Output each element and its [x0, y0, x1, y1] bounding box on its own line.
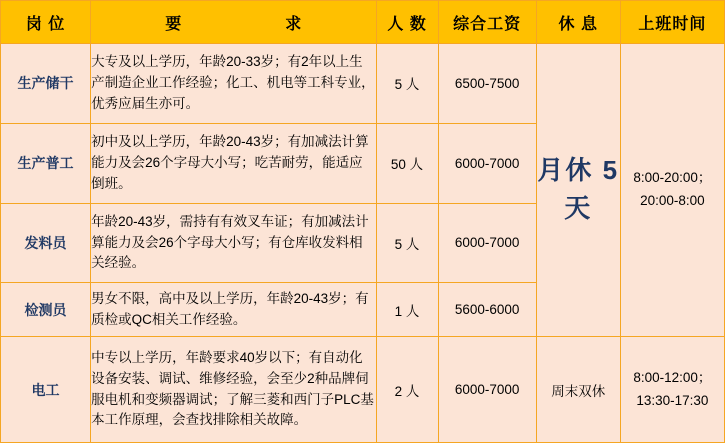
cell-post: 发料员 — [1, 203, 91, 283]
cell-requirement: 中专以上学历，年龄要求40岁以下；有自动化设备安装、调试、维修经验，会至少2种品牌伺服电机和变频器调试；了解三菱和西门子PLC基本工作原理，会查找排除相关故障。 — [91, 337, 376, 443]
column-header-count: 人 数 — [376, 1, 438, 44]
cell-count: 2 人 — [376, 337, 438, 443]
table-body — [1, 44, 725, 443]
worktime-line-2: 13:30-17:30 — [636, 392, 709, 408]
worktime-line-2: 20:00-8:00 — [640, 193, 705, 208]
cell-worktime-merged — [620, 44, 724, 337]
cell-count: 5 人 — [376, 203, 438, 283]
cell-post: 生产普工 — [1, 123, 91, 203]
cell-post: 电工 — [1, 337, 91, 443]
cell-wage: 6500-7500 — [438, 44, 536, 124]
cell-requirement: 年龄20-43岁，需持有有效叉车证；有加减法计算能力及会26个字母大小写；有仓库收发料相关经验。 — [91, 203, 376, 283]
column-header-worktime: 上班时间 — [620, 1, 724, 44]
cell-wage: 6000-7000 — [438, 337, 536, 443]
column-header-post: 岗 位 — [1, 1, 91, 44]
cell-requirement: 男女不限，高中及以上学历，年龄20-43岁；有质检或QC相关工作经验。 — [91, 283, 376, 337]
cell-post: 检测员 — [1, 283, 91, 337]
cell-rest: 周末双休 — [536, 337, 620, 443]
header-row — [1, 1, 725, 44]
cell-count: 50 人 — [376, 123, 438, 203]
cell-wage: 6000-7000 — [438, 203, 536, 283]
cell-requirement: 初中及以上学历，年龄20-43岁；有加减法计算能力及会26个字母大小写；吃苦耐劳，能适应倒班。 — [91, 123, 376, 203]
cell-wage: 5600-6000 — [438, 283, 536, 337]
table-header — [1, 1, 725, 44]
table-row — [1, 44, 725, 124]
cell-requirement: 大专及以上学历，年龄20-33岁；有2年以上生产制造企业工作经验；化工、机电等工科专业，优秀应届生亦可。 — [91, 44, 376, 124]
cell-post: 生产储干 — [1, 44, 91, 124]
cell-rest-merged — [536, 44, 620, 337]
column-header-wage: 综合工资 — [438, 1, 536, 44]
cell-wage: 6000-7000 — [438, 123, 536, 203]
worktime-line-1: 8:00-12:00； — [633, 369, 712, 385]
cell-worktime — [620, 337, 724, 443]
rest-line-1: 月休 — [537, 155, 594, 186]
table-row — [1, 337, 725, 443]
cell-count: 5 人 — [376, 44, 438, 124]
cell-count: 1 人 — [376, 283, 438, 337]
rest-line-2: 5天 — [564, 155, 620, 223]
column-header-rest: 休 息 — [536, 1, 620, 44]
column-header-requirement: 要 求 — [91, 1, 376, 44]
worktime-line-1: 8:00-20:00； — [633, 170, 712, 186]
